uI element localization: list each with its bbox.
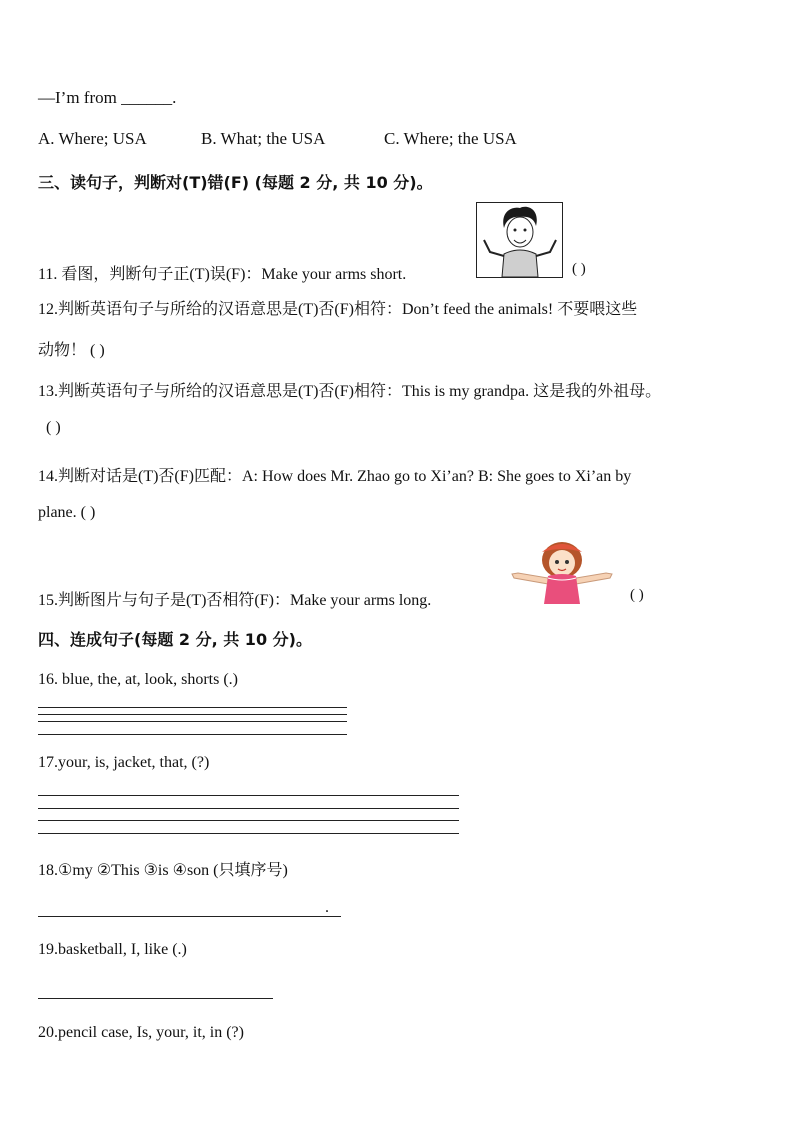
q10-option-a: A. Where; USA [38,129,147,148]
q14-continuation[interactable]: plane. ( ) [38,504,96,521]
q18-text: 18.①my ②This ③is ④son (只填序号) [38,862,288,879]
boy-shrugging-picture [476,202,563,278]
q10-option-c: C. Where; the USA [384,129,517,148]
q12-text: 12.判断英语句子与所给的汉语意思是(T)否(F)相符：Don’t feed the animals! 不要喂这些 [38,301,638,318]
q11-answer-paren[interactable]: ( ) [572,261,586,277]
q13-answer-paren[interactable]: ( ) [46,419,61,436]
q12-continuation[interactable]: 动物！ ( ) [38,342,105,359]
q14-text: 14.判断对话是(T)否(F)匹配：A: How does Mr. Zhao go to Xi’an? B: She goes to Xi’an by [38,468,632,485]
q16-answer-line-4[interactable] [38,734,347,735]
section3-title: 三、读句子，判断对(T)错(F) (每题 2 分, 共 10 分)。 [38,173,433,192]
q13-text: 13.判断英语句子与所给的汉语意思是(T)否(F)相符：This is my grandpa. 这是我的外祖母。 [38,383,662,400]
girl-arms-out-picture [508,538,616,604]
q16-text: 16. blue, the, at, look, shorts (.) [38,671,238,688]
q18-answer-line[interactable] [38,916,341,917]
q15-answer-paren[interactable]: ( ) [630,587,644,603]
q18-period: . [325,899,329,916]
q17-answer-line-2[interactable] [38,808,459,809]
q16-answer-line-3[interactable] [38,721,347,722]
q11-text: 11. 看图，判断句子正(T)误(F)：Make your arms short. [38,266,407,283]
q19-text: 19.basketball, I, like (.) [38,941,187,958]
q17-answer-line-4[interactable] [38,833,459,834]
q17-text: 17.your, is, jacket, that, (?) [38,754,210,771]
q10-option-b: B. What; the USA [201,129,326,148]
section4-title: 四、连成句子(每题 2 分, 共 10 分)。 [38,630,312,649]
q16-answer-line-2[interactable] [38,714,347,715]
q16-answer-line-1[interactable] [38,707,347,708]
q17-answer-line-1[interactable] [38,795,459,796]
q10-line: —I’m from ______. [38,88,177,107]
q20-text: 20.pencil case, Is, your, it, in (?) [38,1024,244,1041]
q15-text: 15.判断图片与句子是(T)否相符(F)：Make your arms long. [38,592,432,609]
q19-answer-line[interactable] [38,998,273,999]
q17-answer-line-3[interactable] [38,820,459,821]
